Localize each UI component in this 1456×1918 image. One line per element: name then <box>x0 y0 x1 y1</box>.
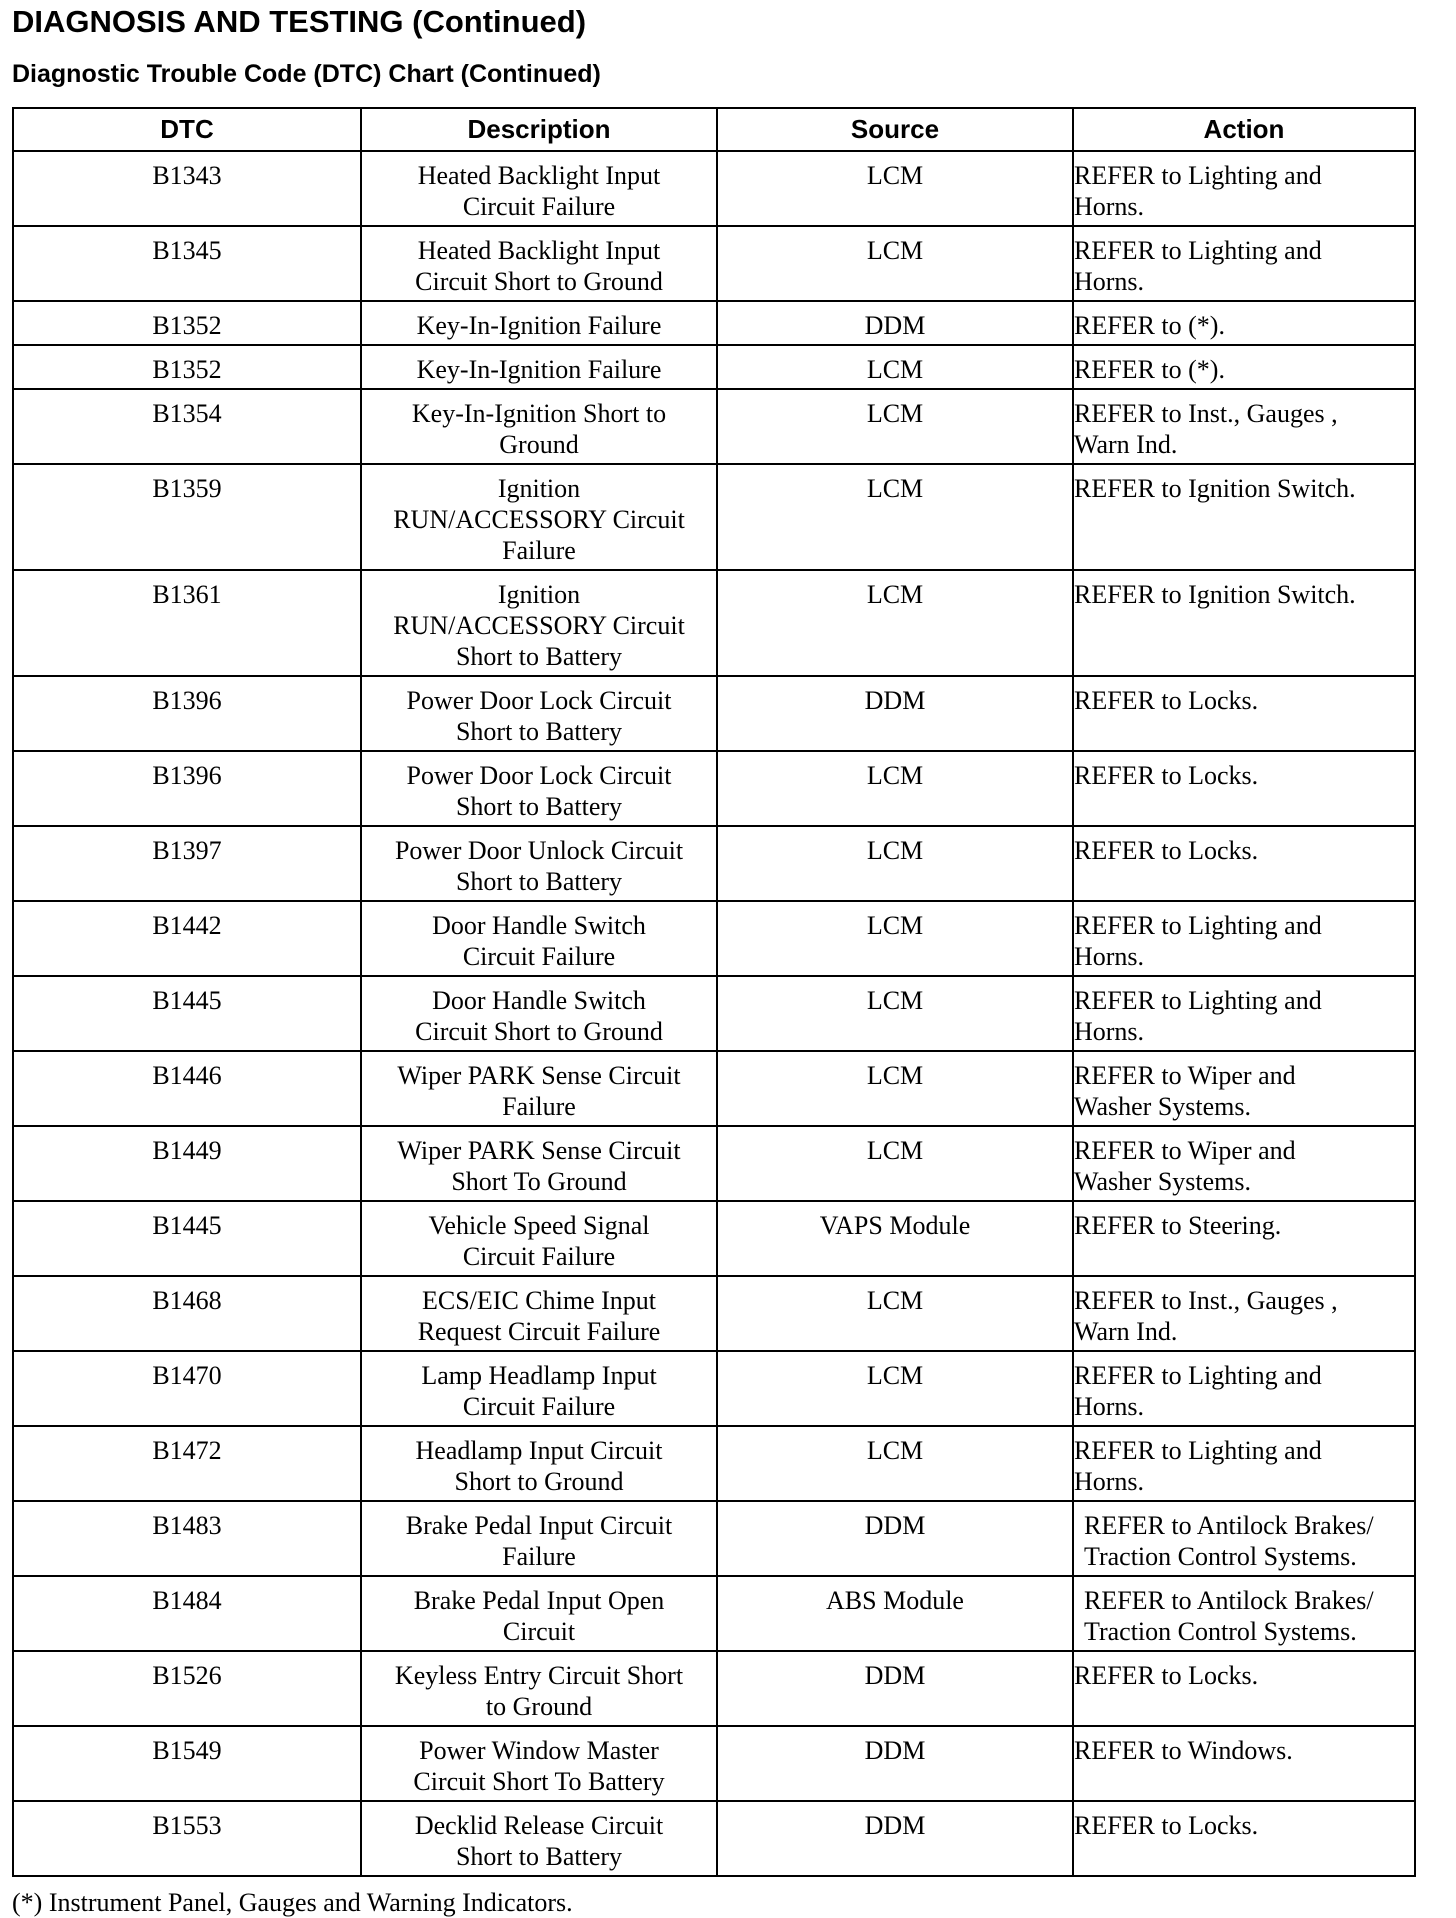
dtc-source: DDM <box>717 1651 1073 1726</box>
dtc-source: DDM <box>717 1726 1073 1801</box>
dtc-description: Brake Pedal Input Circuit Failure <box>361 1501 717 1576</box>
table-row <box>13 1426 1415 1501</box>
table-row <box>13 826 1415 901</box>
dtc-chart-table <box>12 107 1416 1877</box>
dtc-code: B1354 <box>13 389 361 464</box>
dtc-source: LCM <box>717 1426 1073 1501</box>
table-row <box>13 389 1415 464</box>
dtc-source: LCM <box>717 826 1073 901</box>
dtc-code: B1442 <box>13 901 361 976</box>
table-row <box>13 976 1415 1051</box>
table-row <box>13 1726 1415 1801</box>
dtc-code: B1446 <box>13 1051 361 1126</box>
dtc-code: B1397 <box>13 826 361 901</box>
dtc-description: Wiper PARK Sense Circuit Short To Ground <box>361 1126 717 1201</box>
table-row <box>13 1576 1415 1651</box>
dtc-source: DDM <box>717 1801 1073 1876</box>
dtc-code: B1553 <box>13 1801 361 1876</box>
dtc-action: REFER to Wiper and Washer Systems. <box>1073 1126 1415 1201</box>
dtc-source: LCM <box>717 345 1073 389</box>
table-row <box>13 1501 1415 1576</box>
dtc-action: REFER to Ignition Switch. <box>1073 570 1415 676</box>
dtc-action: REFER to (*). <box>1073 301 1415 345</box>
dtc-code: B1445 <box>13 1201 361 1276</box>
table-row <box>13 301 1415 345</box>
dtc-source: LCM <box>717 1276 1073 1351</box>
dtc-description: Key-In-Ignition Short to Ground <box>361 389 717 464</box>
table-row <box>13 1351 1415 1426</box>
dtc-description: ECS/EIC Chime Input Request Circuit Failure <box>361 1276 717 1351</box>
dtc-description: Power Door Unlock Circuit Short to Battery <box>361 826 717 901</box>
footnote: (*) Instrument Panel, Gauges and Warning Indicators. <box>12 1888 573 1917</box>
dtc-description: Key-In-Ignition Failure <box>361 345 717 389</box>
dtc-description: Heated Backlight Input Circuit Failure <box>361 151 717 226</box>
dtc-code: B1549 <box>13 1726 361 1801</box>
dtc-code: B1352 <box>13 345 361 389</box>
table-row <box>13 226 1415 301</box>
table-row <box>13 676 1415 751</box>
dtc-description: Brake Pedal Input Open Circuit <box>361 1576 717 1651</box>
dtc-description: Key-In-Ignition Failure <box>361 301 717 345</box>
table-row <box>13 345 1415 389</box>
dtc-action: REFER to Antilock Brakes/ Traction Control Systems. <box>1073 1501 1415 1576</box>
dtc-action: REFER to Lighting and Horns. <box>1073 151 1415 226</box>
dtc-description: Wiper PARK Sense Circuit Failure <box>361 1051 717 1126</box>
dtc-description: Door Handle Switch Circuit Failure <box>361 901 717 976</box>
dtc-action: REFER to Wiper and Washer Systems. <box>1073 1051 1415 1126</box>
table-header-row <box>13 108 1415 151</box>
dtc-action: REFER to Steering. <box>1073 1201 1415 1276</box>
dtc-source: ABS Module <box>717 1576 1073 1651</box>
dtc-description: Power Door Lock Circuit Short to Battery <box>361 751 717 826</box>
dtc-code: B1343 <box>13 151 361 226</box>
dtc-code: B1352 <box>13 301 361 345</box>
dtc-action: REFER to Inst., Gauges , Warn Ind. <box>1073 389 1415 464</box>
dtc-action: REFER to Locks. <box>1073 826 1415 901</box>
column-header-description: Description <box>361 108 717 151</box>
dtc-source: LCM <box>717 1126 1073 1201</box>
dtc-description: Vehicle Speed Signal Circuit Failure <box>361 1201 717 1276</box>
dtc-action: REFER to Lighting and Horns. <box>1073 1426 1415 1501</box>
dtc-source: DDM <box>717 301 1073 345</box>
table-row <box>13 901 1415 976</box>
dtc-action: REFER to (*). <box>1073 345 1415 389</box>
dtc-code: B1449 <box>13 1126 361 1201</box>
dtc-source: LCM <box>717 751 1073 826</box>
dtc-description: Keyless Entry Circuit Short to Ground <box>361 1651 717 1726</box>
dtc-code: B1359 <box>13 464 361 570</box>
dtc-description: Door Handle Switch Circuit Short to Ground <box>361 976 717 1051</box>
dtc-source: LCM <box>717 1051 1073 1126</box>
dtc-description: Headlamp Input Circuit Short to Ground <box>361 1426 717 1501</box>
dtc-code: B1396 <box>13 751 361 826</box>
dtc-code: B1526 <box>13 1651 361 1726</box>
dtc-action: REFER to Locks. <box>1073 751 1415 826</box>
table-row <box>13 1651 1415 1726</box>
column-header-dtc: DTC <box>13 108 361 151</box>
column-header-action: Action <box>1073 108 1415 151</box>
dtc-description: Decklid Release Circuit Short to Battery <box>361 1801 717 1876</box>
dtc-description: Ignition RUN/ACCESSORY Circuit Short to Battery <box>361 570 717 676</box>
table-row <box>13 1276 1415 1351</box>
dtc-action: REFER to Lighting and Horns. <box>1073 226 1415 301</box>
dtc-code: B1484 <box>13 1576 361 1651</box>
dtc-source: LCM <box>717 976 1073 1051</box>
dtc-source: LCM <box>717 901 1073 976</box>
table-row <box>13 751 1415 826</box>
dtc-source: LCM <box>717 151 1073 226</box>
dtc-action: REFER to Lighting and Horns. <box>1073 901 1415 976</box>
dtc-source: VAPS Module <box>717 1201 1073 1276</box>
chart-subheading: Diagnostic Trouble Code (DTC) Chart (Continued) <box>12 60 601 88</box>
dtc-action: REFER to Lighting and Horns. <box>1073 976 1415 1051</box>
dtc-action: REFER to Ignition Switch. <box>1073 464 1415 570</box>
dtc-source: DDM <box>717 676 1073 751</box>
dtc-code: B1345 <box>13 226 361 301</box>
table-row <box>13 570 1415 676</box>
dtc-code: B1468 <box>13 1276 361 1351</box>
dtc-code: B1472 <box>13 1426 361 1501</box>
dtc-action: REFER to Locks. <box>1073 1651 1415 1726</box>
table-row <box>13 464 1415 570</box>
dtc-action: REFER to Inst., Gauges , Warn Ind. <box>1073 1276 1415 1351</box>
dtc-source: LCM <box>717 389 1073 464</box>
table-row <box>13 1051 1415 1126</box>
dtc-code: B1445 <box>13 976 361 1051</box>
dtc-description: Ignition RUN/ACCESSORY Circuit Failure <box>361 464 717 570</box>
dtc-action: REFER to Antilock Brakes/ Traction Control Systems. <box>1073 1576 1415 1651</box>
dtc-source: LCM <box>717 570 1073 676</box>
dtc-code: B1470 <box>13 1351 361 1426</box>
table-row <box>13 1126 1415 1201</box>
dtc-action: REFER to Locks. <box>1073 1801 1415 1876</box>
page-heading: DIAGNOSIS AND TESTING (Continued) <box>12 4 587 39</box>
dtc-description: Heated Backlight Input Circuit Short to Ground <box>361 226 717 301</box>
dtc-code: B1483 <box>13 1501 361 1576</box>
dtc-code: B1396 <box>13 676 361 751</box>
dtc-source: LCM <box>717 464 1073 570</box>
dtc-description: Power Window Master Circuit Short To Battery <box>361 1726 717 1801</box>
dtc-description: Lamp Headlamp Input Circuit Failure <box>361 1351 717 1426</box>
dtc-source: LCM <box>717 226 1073 301</box>
table-row <box>13 151 1415 226</box>
dtc-action: REFER to Windows. <box>1073 1726 1415 1801</box>
dtc-source: LCM <box>717 1351 1073 1426</box>
table-row <box>13 1801 1415 1876</box>
dtc-action: REFER to Locks. <box>1073 676 1415 751</box>
dtc-action: REFER to Lighting and Horns. <box>1073 1351 1415 1426</box>
dtc-source: DDM <box>717 1501 1073 1576</box>
column-header-source: Source <box>717 108 1073 151</box>
dtc-description: Power Door Lock Circuit Short to Battery <box>361 676 717 751</box>
dtc-code: B1361 <box>13 570 361 676</box>
table-row <box>13 1201 1415 1276</box>
